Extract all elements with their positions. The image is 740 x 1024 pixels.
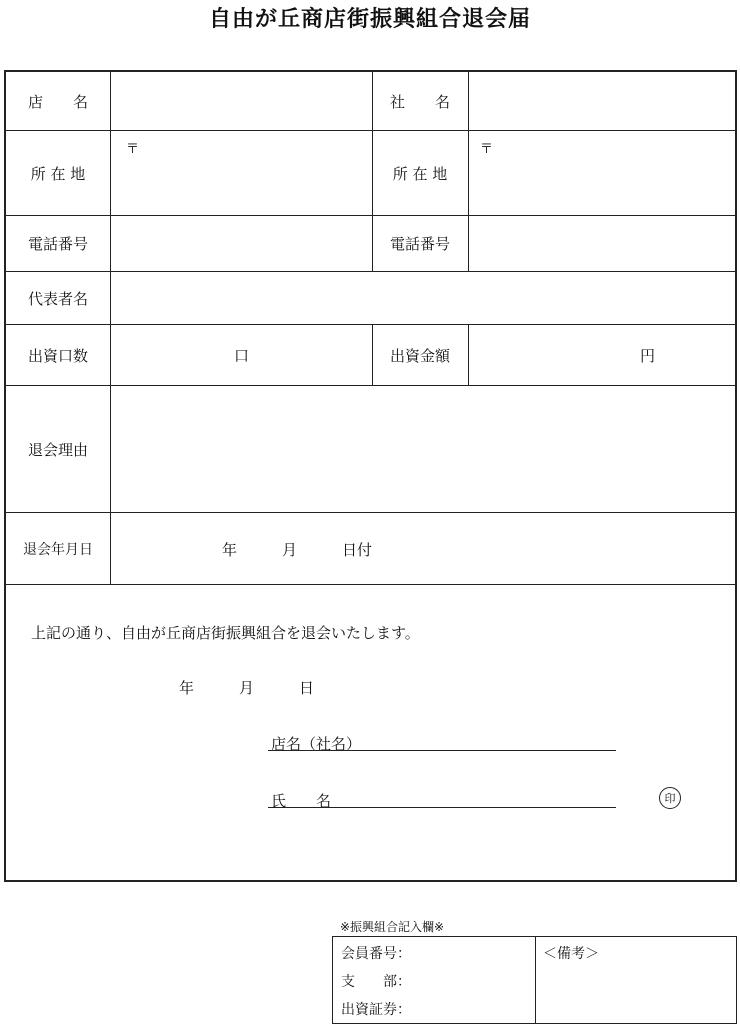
- company-name-field[interactable]: [469, 72, 735, 130]
- shop-phone-field[interactable]: [111, 216, 372, 271]
- shop-phone-label: 電話番号: [27, 235, 88, 253]
- office-use-box: [332, 936, 737, 1024]
- company-postal-mark: 〒: [480, 142, 494, 157]
- seal-mark-icon: [659, 787, 681, 809]
- amount-unit: 円: [639, 346, 655, 365]
- row-divider: [6, 584, 735, 585]
- shares-field[interactable]: [111, 325, 372, 385]
- certificate-label: 出資証券：: [341, 1002, 411, 1018]
- declaration-statement: 上記の通り、自由が丘商店街振興組合を退会いたします。: [31, 624, 420, 642]
- member-number-label: 会員番号：: [341, 946, 411, 962]
- company-address-label: 所 在 地: [392, 164, 448, 183]
- declaration-date[interactable]: 年 月 日: [179, 679, 315, 697]
- representative-field[interactable]: [111, 272, 735, 324]
- signature-name-line[interactable]: [268, 807, 616, 808]
- company-phone-field[interactable]: [469, 216, 735, 271]
- withdrawal-form: [4, 70, 737, 882]
- notes-label: ＜備考＞: [543, 946, 599, 962]
- office-use-divider: [535, 937, 536, 1023]
- shares-label: 出資口数: [27, 346, 88, 365]
- branch-label: 支 部：: [341, 974, 411, 990]
- company-name-label: 社 名: [389, 92, 450, 111]
- reason-label: 退会理由: [27, 440, 88, 459]
- amount-field[interactable]: [469, 325, 735, 385]
- shop-address-label: 所 在 地: [30, 164, 86, 183]
- withdrawal-date-field[interactable]: 年 月 日付: [222, 541, 373, 559]
- shop-address-field[interactable]: [111, 131, 372, 215]
- reason-field[interactable]: [111, 386, 735, 512]
- shop-postal-mark: 〒: [126, 142, 140, 157]
- shares-unit: 口: [233, 346, 249, 365]
- signature-name-label: 氏 名: [271, 792, 332, 810]
- amount-label: 出資金額: [389, 346, 450, 365]
- company-address-field[interactable]: [469, 131, 735, 215]
- row-divider: [6, 512, 735, 513]
- shop-name-field[interactable]: [111, 72, 372, 130]
- form-title: 自由が丘商店街振興組合退会届: [208, 7, 531, 32]
- withdrawal-date-label: 退会年月日: [23, 541, 93, 558]
- shop-name-label: 店 名: [27, 92, 88, 111]
- signature-shop-label: 店名（社名）: [271, 735, 362, 753]
- seal-mark-text: 印: [664, 792, 676, 805]
- representative-label: 代表者名: [27, 289, 88, 308]
- signature-shop-line[interactable]: [268, 750, 616, 751]
- office-use-label: ※振興組合記入欄※: [340, 920, 445, 934]
- company-phone-label: 電話番号: [389, 235, 450, 253]
